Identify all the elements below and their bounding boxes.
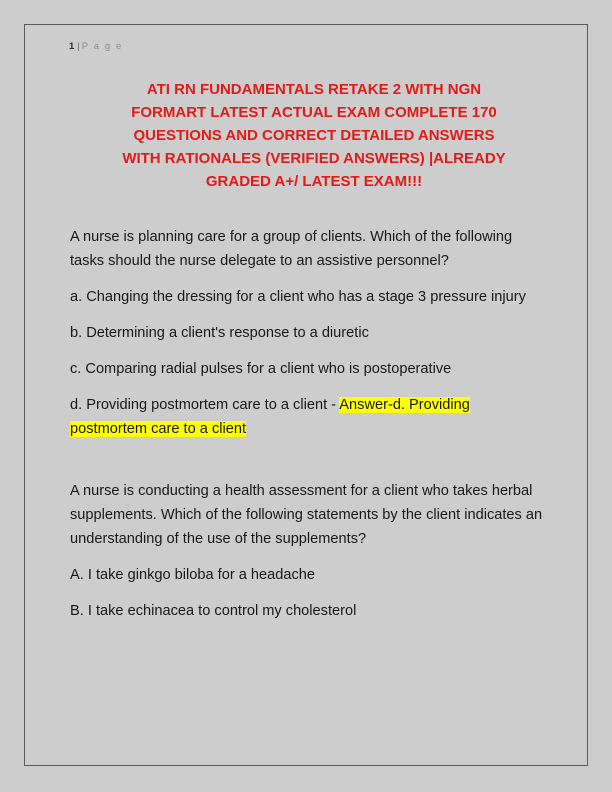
title-line-2: FORMART LATEST ACTUAL EXAM COMPLETE 170 bbox=[131, 104, 497, 121]
title-line-4: WITH RATIONALES (VERIFIED ANSWERS) |ALREADY bbox=[122, 150, 506, 167]
running-header bbox=[69, 37, 565, 57]
document-body bbox=[69, 225, 565, 623]
page-label: P a g e bbox=[81, 41, 123, 52]
question-2-stem: A nurse is conducting a health assessment for a client who takes herbal supplements. Which of the following statements by the client indicates an understanding of the use of the supplements? bbox=[70, 483, 543, 547]
document-page bbox=[24, 24, 588, 766]
question-1-option-c: c. Comparing radial pulses for a client who is postoperative bbox=[70, 361, 452, 377]
title-line-1: ATI RN FUNDAMENTALS RETAKE 2 WITH NGN bbox=[146, 81, 482, 98]
document-title bbox=[69, 78, 565, 193]
question-1-answer-highlight: Answer-d. Providing postmortem care to a client bbox=[70, 397, 470, 437]
question-1-option-b: b. Determining a client's response to a diuretic bbox=[70, 325, 369, 341]
question-1-option-a: a. Changing the dressing for a client who has a stage 3 pressure injury bbox=[70, 289, 526, 305]
question-1-option-d-with-answer bbox=[70, 393, 546, 441]
question-2-option-a: A. I take ginkgo biloba for a headache bbox=[70, 567, 316, 583]
question-separator bbox=[70, 453, 565, 479]
question-1-option-d-text: d. Providing postmortem care to a client - bbox=[70, 397, 340, 413]
title-line-5: GRADED A+/ LATEST EXAM!!! bbox=[205, 173, 423, 190]
title-line-3: QUESTIONS AND CORRECT DETAILED ANSWERS bbox=[133, 127, 495, 144]
page-number: 1 bbox=[69, 41, 75, 52]
question-1-stem: A nurse is planning care for a group of clients. Which of the following tasks should the nurse delegate to an assistive personnel? bbox=[70, 229, 513, 269]
page-content-area bbox=[25, 25, 587, 765]
question-2-option-b: B. I take echinacea to control my cholesterol bbox=[70, 603, 357, 619]
header-separator: | bbox=[77, 41, 80, 52]
